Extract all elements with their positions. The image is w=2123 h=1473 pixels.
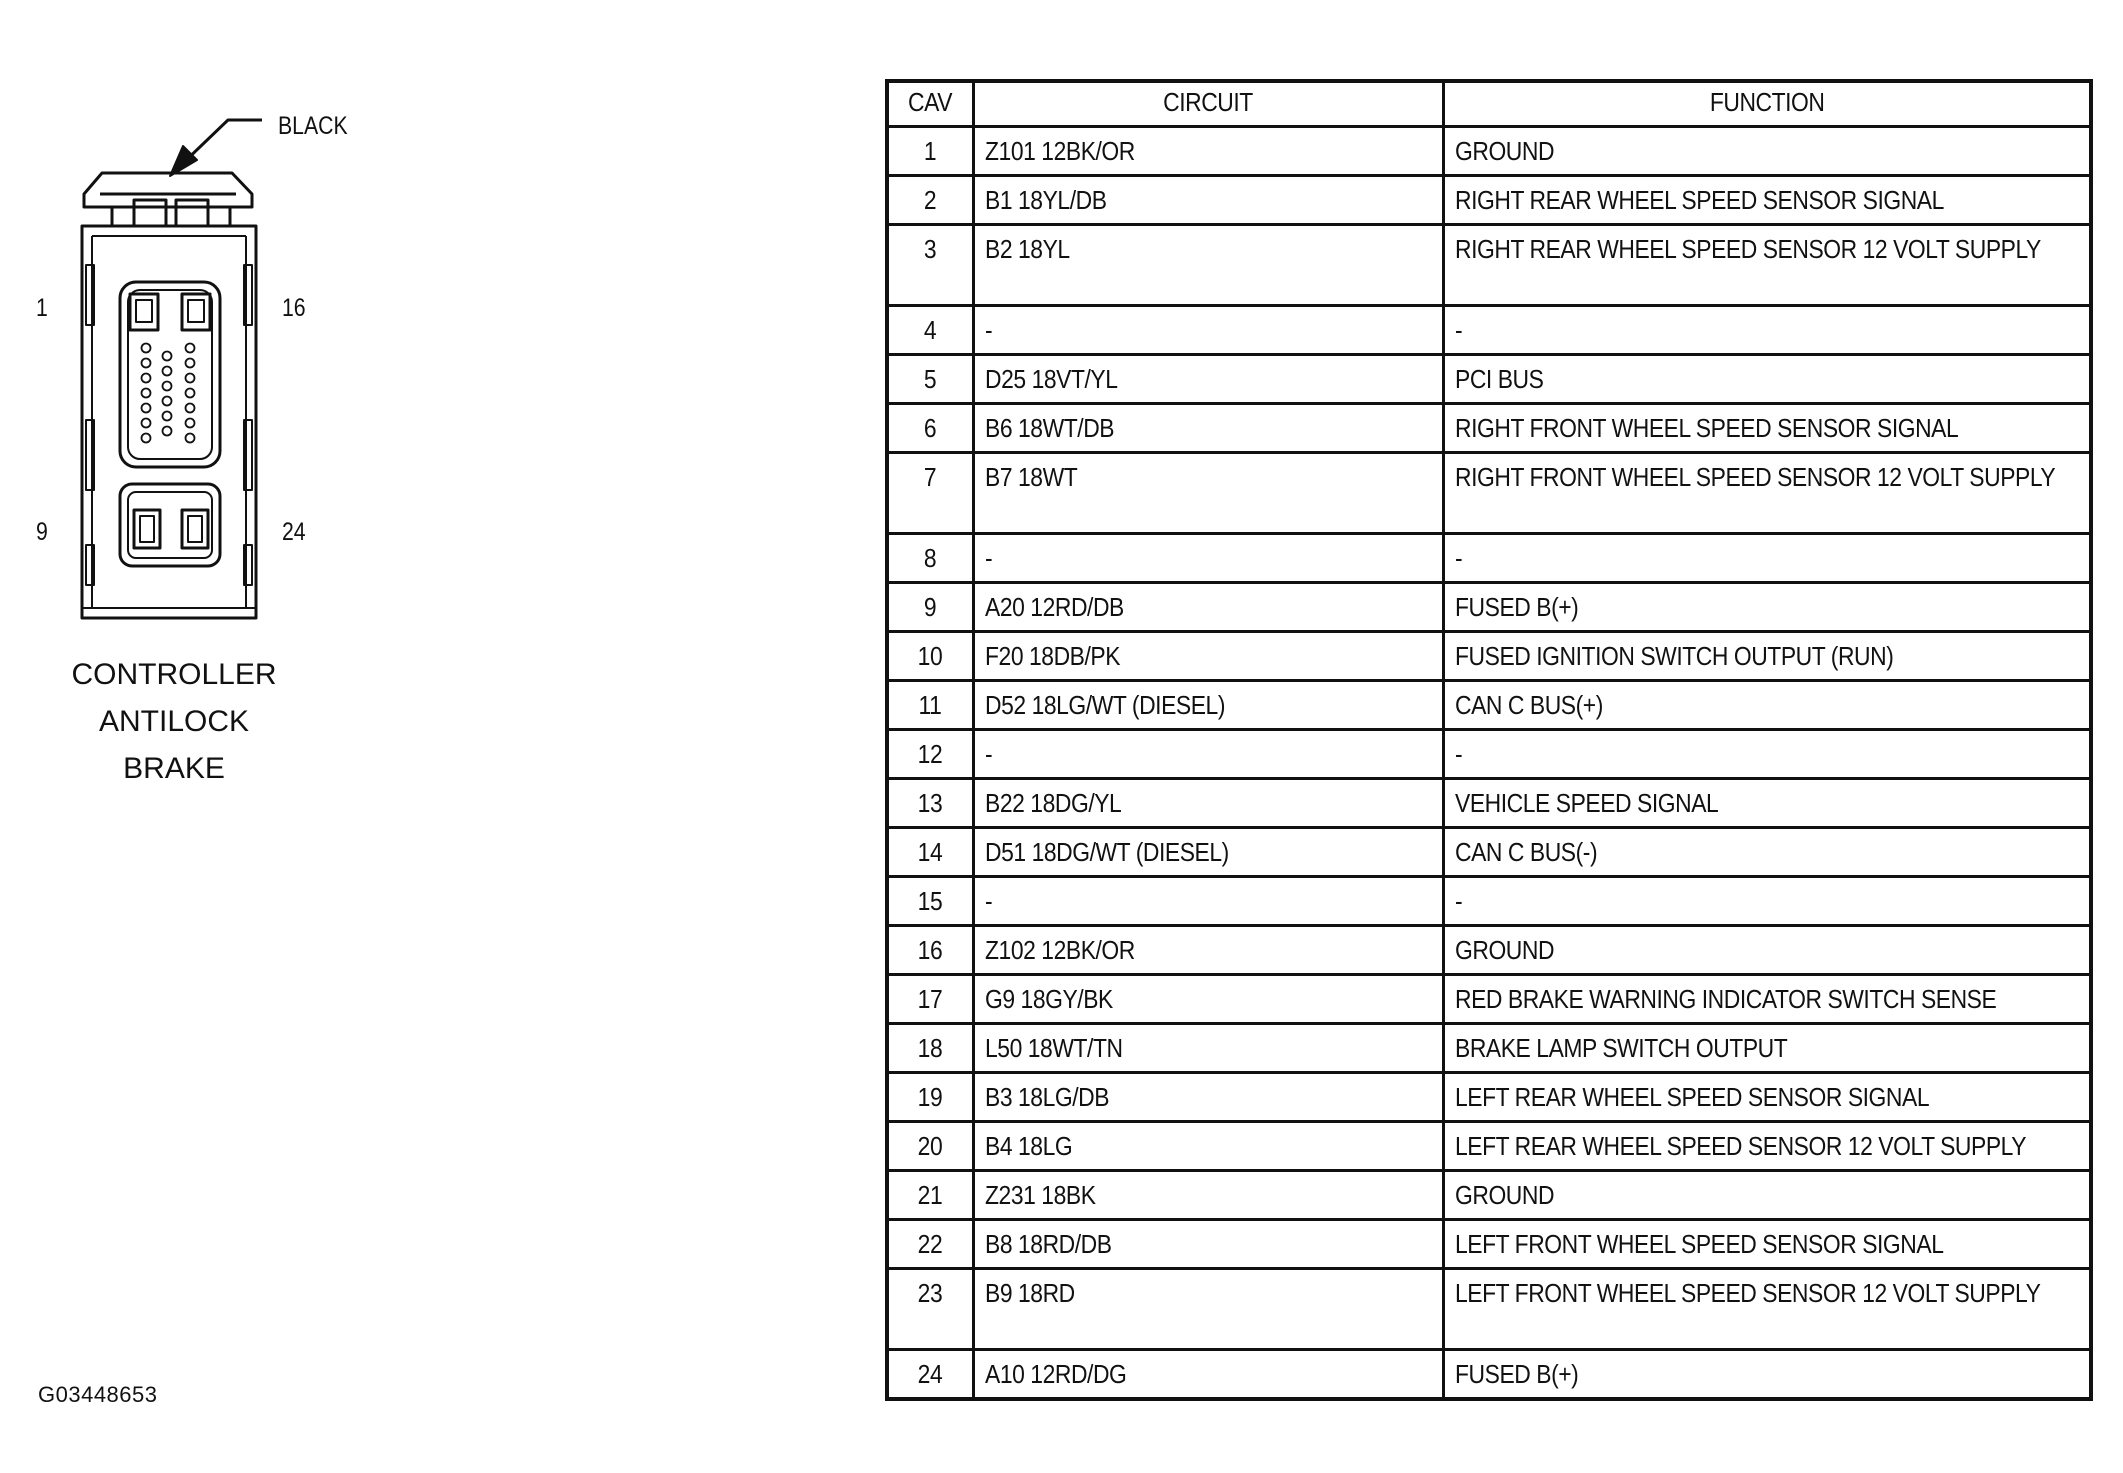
cav-cell: 11 bbox=[887, 681, 973, 730]
table-row bbox=[887, 1122, 2091, 1171]
function-cell: LEFT FRONT WHEEL SPEED SENSOR 12 VOLT SUPPLY bbox=[1443, 1269, 2091, 1350]
table-row bbox=[887, 1024, 2091, 1073]
table-row bbox=[887, 355, 2091, 404]
function-cell: CAN C BUS(-) bbox=[1443, 828, 2091, 877]
function-cell: FUSED B(+) bbox=[1443, 583, 2091, 632]
table-row bbox=[887, 176, 2091, 225]
function-cell: GROUND bbox=[1443, 926, 2091, 975]
cav-cell: 12 bbox=[887, 730, 973, 779]
function-cell: LEFT REAR WHEEL SPEED SENSOR 12 VOLT SUPPLY bbox=[1443, 1122, 2091, 1171]
table-row bbox=[887, 681, 2091, 730]
circuit-cell: B6 18WT/DB bbox=[973, 404, 1443, 453]
cav-cell: 23 bbox=[887, 1269, 973, 1350]
circuit-cell: B3 18LG/DB bbox=[973, 1073, 1443, 1122]
table-row bbox=[887, 1350, 2091, 1400]
table-row bbox=[887, 730, 2091, 779]
pin-label-1: 1 bbox=[36, 293, 48, 322]
cav-cell: 3 bbox=[887, 225, 973, 306]
function-cell: LEFT FRONT WHEEL SPEED SENSOR SIGNAL bbox=[1443, 1220, 2091, 1269]
function-cell: RIGHT FRONT WHEEL SPEED SENSOR SIGNAL bbox=[1443, 404, 2091, 453]
pin-label-16: 16 bbox=[282, 293, 306, 322]
circuit-cell: B8 18RD/DB bbox=[973, 1220, 1443, 1269]
function-cell: - bbox=[1443, 730, 2091, 779]
table-row bbox=[887, 1073, 2091, 1122]
connector-body bbox=[82, 226, 256, 618]
pinout-table-body bbox=[887, 127, 2091, 1400]
header-cav: CAV bbox=[887, 81, 973, 127]
table-row bbox=[887, 1220, 2091, 1269]
function-cell: CAN C BUS(+) bbox=[1443, 681, 2091, 730]
circuit-cell: D52 18LG/WT (DIESEL) bbox=[973, 681, 1443, 730]
cav-cell: 9 bbox=[887, 583, 973, 632]
table-row bbox=[887, 127, 2091, 176]
circuit-cell: L50 18WT/TN bbox=[973, 1024, 1443, 1073]
cav-cell: 19 bbox=[887, 1073, 973, 1122]
connector-latch bbox=[84, 173, 252, 226]
function-cell: LEFT REAR WHEEL SPEED SENSOR SIGNAL bbox=[1443, 1073, 2091, 1122]
cav-cell: 15 bbox=[887, 877, 973, 926]
function-cell: - bbox=[1443, 877, 2091, 926]
circuit-cell: F20 18DB/PK bbox=[973, 632, 1443, 681]
lower-cavity bbox=[120, 484, 220, 566]
caption-line-3: BRAKE bbox=[123, 752, 225, 785]
circuit-cell: - bbox=[973, 730, 1443, 779]
function-cell: RIGHT REAR WHEEL SPEED SENSOR 12 VOLT SUPPLY bbox=[1443, 225, 2091, 306]
table-row bbox=[887, 926, 2091, 975]
pin-label-9: 9 bbox=[36, 517, 48, 546]
cav-cell: 1 bbox=[887, 127, 973, 176]
color-callout: BLACK bbox=[278, 111, 348, 140]
function-cell: PCI BUS bbox=[1443, 355, 2091, 404]
upper-cavity bbox=[120, 282, 220, 467]
table-row bbox=[887, 404, 2091, 453]
circuit-cell: - bbox=[973, 877, 1443, 926]
callout-arrow bbox=[170, 120, 262, 176]
table-row bbox=[887, 583, 2091, 632]
table-row bbox=[887, 453, 2091, 534]
function-cell: VEHICLE SPEED SIGNAL bbox=[1443, 779, 2091, 828]
cav-cell: 20 bbox=[887, 1122, 973, 1171]
table-row bbox=[887, 306, 2091, 355]
circuit-cell: A20 12RD/DB bbox=[973, 583, 1443, 632]
function-cell: GROUND bbox=[1443, 127, 2091, 176]
table-row bbox=[887, 632, 2091, 681]
circuit-cell: D25 18VT/YL bbox=[973, 355, 1443, 404]
connector-diagram bbox=[0, 0, 420, 820]
cav-cell: 16 bbox=[887, 926, 973, 975]
cav-cell: 2 bbox=[887, 176, 973, 225]
circuit-cell: B9 18RD bbox=[973, 1269, 1443, 1350]
circuit-cell: B1 18YL/DB bbox=[973, 176, 1443, 225]
figure-id: G03448653 bbox=[38, 1382, 158, 1407]
cav-cell: 14 bbox=[887, 828, 973, 877]
table-row bbox=[887, 1171, 2091, 1220]
circuit-cell: Z102 12BK/OR bbox=[973, 926, 1443, 975]
cav-cell: 21 bbox=[887, 1171, 973, 1220]
cav-cell: 17 bbox=[887, 975, 973, 1024]
pinout-table bbox=[885, 79, 2093, 1401]
cav-cell: 13 bbox=[887, 779, 973, 828]
pin-label-24: 24 bbox=[282, 517, 306, 546]
function-cell: - bbox=[1443, 534, 2091, 583]
circuit-cell: - bbox=[973, 534, 1443, 583]
function-cell: RIGHT REAR WHEEL SPEED SENSOR SIGNAL bbox=[1443, 176, 2091, 225]
table-header-row bbox=[887, 81, 2091, 127]
circuit-cell: Z101 12BK/OR bbox=[973, 127, 1443, 176]
function-cell: FUSED IGNITION SWITCH OUTPUT (RUN) bbox=[1443, 632, 2091, 681]
function-cell: FUSED B(+) bbox=[1443, 1350, 2091, 1400]
function-cell: - bbox=[1443, 306, 2091, 355]
header-circuit: CIRCUIT bbox=[973, 81, 1443, 127]
function-cell: BRAKE LAMP SWITCH OUTPUT bbox=[1443, 1024, 2091, 1073]
cav-cell: 24 bbox=[887, 1350, 973, 1400]
table-row bbox=[887, 1269, 2091, 1350]
table-row bbox=[887, 534, 2091, 583]
circuit-cell: - bbox=[973, 306, 1443, 355]
circuit-cell: B22 18DG/YL bbox=[973, 779, 1443, 828]
table-row bbox=[887, 828, 2091, 877]
caption-line-2: ANTILOCK bbox=[98, 705, 250, 738]
cav-cell: 4 bbox=[887, 306, 973, 355]
cav-cell: 5 bbox=[887, 355, 973, 404]
function-cell: RIGHT FRONT WHEEL SPEED SENSOR 12 VOLT SUPPLY bbox=[1443, 453, 2091, 534]
circuit-cell: G9 18GY/BK bbox=[973, 975, 1443, 1024]
header-function: FUNCTION bbox=[1443, 81, 2091, 127]
cav-cell: 8 bbox=[887, 534, 973, 583]
circuit-cell: B4 18LG bbox=[973, 1122, 1443, 1171]
circuit-cell: D51 18DG/WT (DIESEL) bbox=[973, 828, 1443, 877]
table-row bbox=[887, 779, 2091, 828]
function-cell: RED BRAKE WARNING INDICATOR SWITCH SENSE bbox=[1443, 975, 2091, 1024]
table-row bbox=[887, 877, 2091, 926]
table-row bbox=[887, 225, 2091, 306]
caption-line-1: CONTROLLER bbox=[71, 658, 277, 691]
function-cell: GROUND bbox=[1443, 1171, 2091, 1220]
table-row bbox=[887, 975, 2091, 1024]
connector-caption bbox=[71, 658, 276, 785]
circuit-cell: B7 18WT bbox=[973, 453, 1443, 534]
cav-cell: 18 bbox=[887, 1024, 973, 1073]
circuit-cell: B2 18YL bbox=[973, 225, 1443, 306]
cav-cell: 6 bbox=[887, 404, 973, 453]
cav-cell: 7 bbox=[887, 453, 973, 534]
circuit-cell: Z231 18BK bbox=[973, 1171, 1443, 1220]
cav-cell: 22 bbox=[887, 1220, 973, 1269]
circuit-cell: A10 12RD/DG bbox=[973, 1350, 1443, 1400]
cav-cell: 10 bbox=[887, 632, 973, 681]
